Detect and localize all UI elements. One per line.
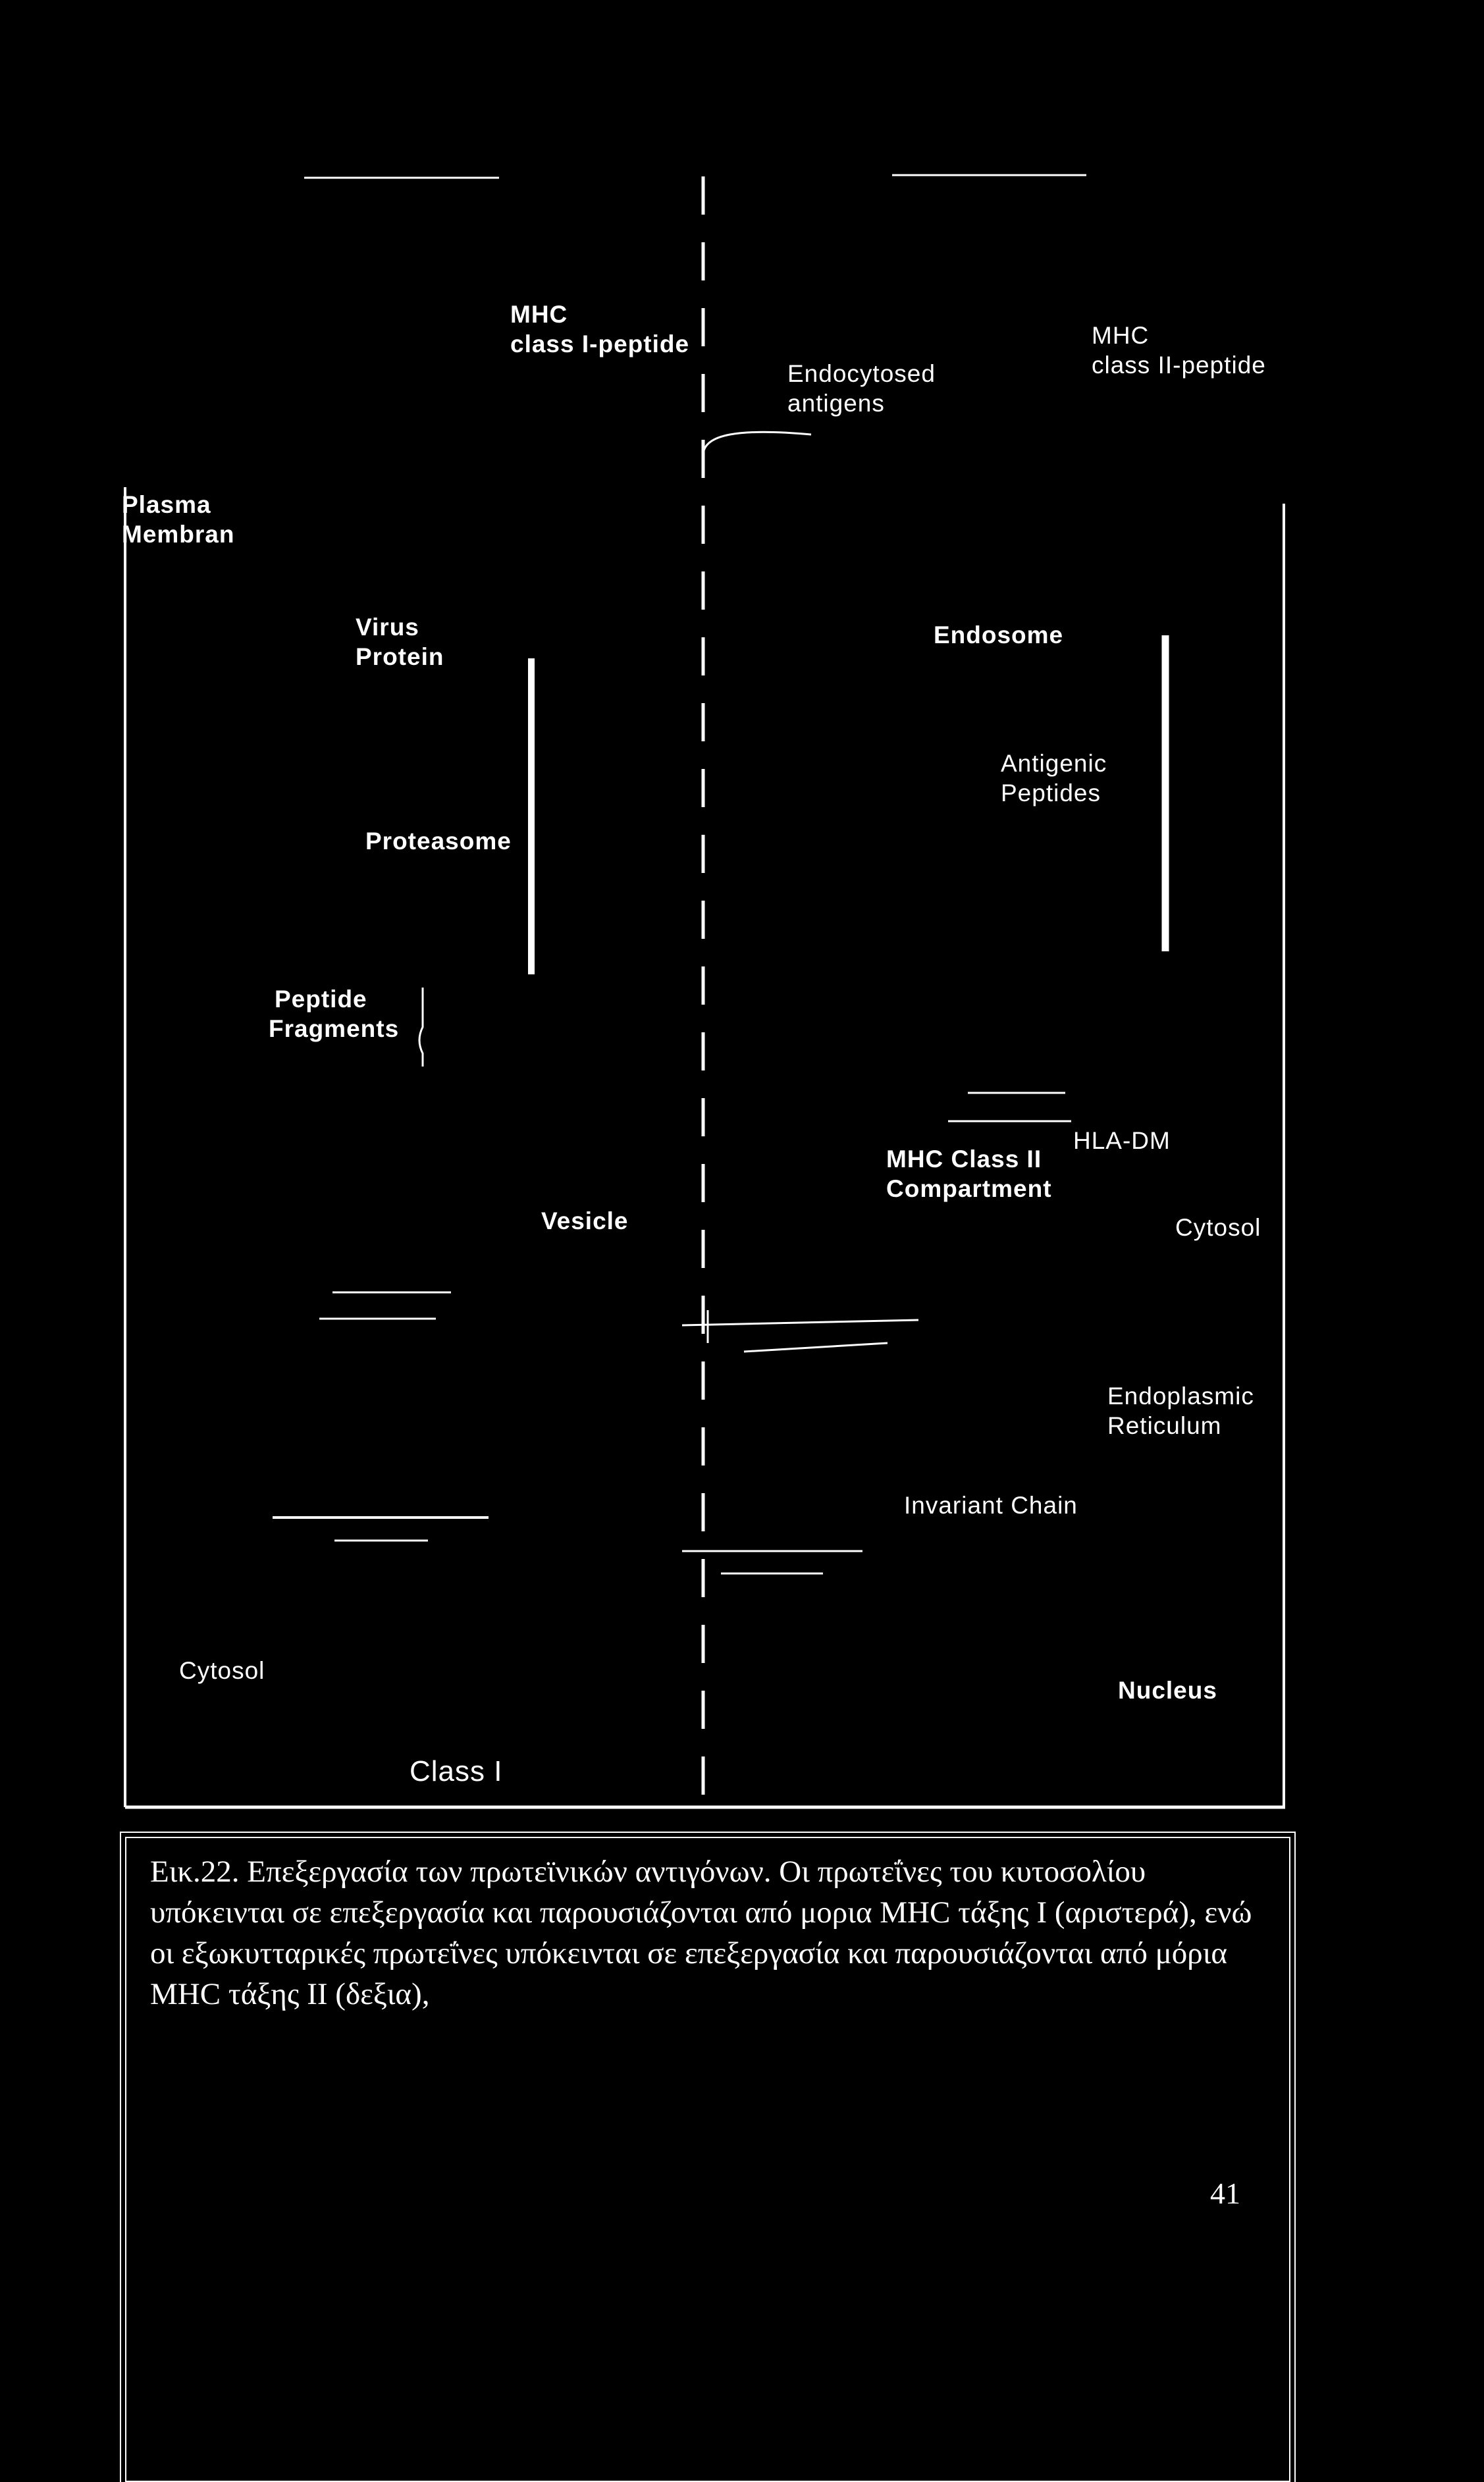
page-number: 41 <box>1210 2177 1240 2210</box>
label-virus-protein <box>356 612 444 672</box>
label-peptide-fragments-line-2: Fragments <box>269 1015 400 1042</box>
label-antigenic-peptides-line-2: Peptides <box>1001 779 1101 806</box>
label-antigenic-peptides <box>1001 749 1107 808</box>
label-nucleus: Nucleus <box>1118 1677 1217 1704</box>
label-endoplasmic-reticulum-line-2: Reticulum <box>1107 1412 1222 1439</box>
label-mhc-class2-compartment-line-1: MHC Class II <box>886 1146 1042 1173</box>
label-proteasome: Proteasome <box>365 828 512 855</box>
label-mhc-class2-compartment <box>886 1144 1052 1203</box>
label-virus-protein-line-2: Protein <box>356 643 444 670</box>
label-invariant-chain: Invariant Chain <box>904 1492 1078 1519</box>
endocytosis-path <box>703 432 811 454</box>
label-mhc-class2-peptide <box>1092 321 1266 380</box>
label-peptide-fragments <box>269 984 399 1043</box>
label-mhc-class2-peptide-line-2: class II-peptide <box>1092 352 1266 379</box>
label-mhc-class1-peptide <box>510 300 689 359</box>
label-mhc-class1-peptide-line-1: MHC <box>510 301 568 328</box>
label-plasma-membrane <box>122 490 234 549</box>
label-mhc-class2-peptide-line-1: MHC <box>1092 322 1150 349</box>
er-line-right-1 <box>682 1320 918 1325</box>
er-line-right-2 <box>744 1343 888 1352</box>
label-endosome: Endosome <box>934 621 1064 648</box>
label-vesicle: Vesicle <box>541 1207 629 1234</box>
label-endocytosed-antigens-line-2: antigens <box>787 390 885 417</box>
label-virus-protein-line-1: Virus <box>356 614 419 641</box>
label-endocytosed-antigens <box>787 359 936 418</box>
peptide-fragments-bracket <box>419 988 423 1067</box>
label-plasma-membrane-line-2: Membran <box>122 521 235 548</box>
figure-caption: Εικ.22. Επεξεργασία των πρωτεϊνικών αντιγόνων. Οι πρωτεΐνες του κυτοσολίου υπόκεινται σε επεξεργασία και παρουσιάζονται από μορια MHC τάξης I (αριστερά), ενώ οι εξωκυτταρικές πρωτεΐνες υπόκεινται σε επεξεργασία και παρουσιάζονται από μόρια MHC τάξης II (δεξια), <box>150 1855 1252 2011</box>
label-hla-dm: HLA-DM <box>1073 1127 1171 1154</box>
label-endoplasmic-reticulum-line-1: Endoplasmic <box>1107 1383 1254 1410</box>
label-antigenic-peptides-line-1: Antigenic <box>1001 750 1107 777</box>
label-endocytosed-antigens-line-1: Endocytosed <box>787 360 936 387</box>
label-mhc-class1-peptide-line-2: class I-peptide <box>510 330 690 357</box>
label-mhc-class2-compartment-line-2: Compartment <box>886 1175 1052 1202</box>
label-peptide-fragments-line-1: Peptide <box>275 986 367 1013</box>
label-cytosol-right: Cytosol <box>1175 1214 1261 1241</box>
label-class1: Class I <box>410 1755 503 1787</box>
label-plasma-membrane-line-1: Plasma <box>122 491 211 518</box>
label-endoplasmic-reticulum <box>1107 1381 1254 1440</box>
label-cytosol-left: Cytosol <box>179 1657 265 1684</box>
